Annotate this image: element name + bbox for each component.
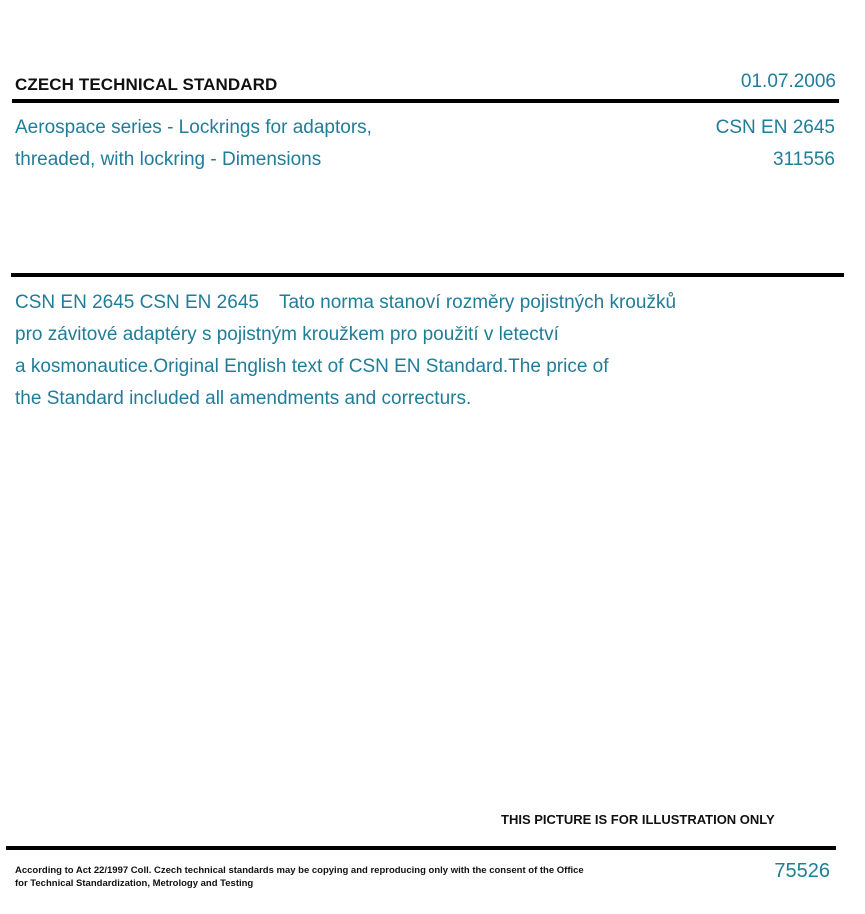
standard-description	[15, 287, 815, 415]
classification-number: 311556	[773, 149, 835, 170]
catalog-number: 75526	[774, 860, 830, 882]
section-divider	[11, 273, 844, 277]
document-type-heading: CZECH TECHNICAL STANDARD	[15, 75, 278, 94]
publication-date: 01.07.2006	[740, 71, 836, 92]
description-line-4: the Standard included all amendments and correcturs.	[15, 388, 472, 409]
footer-divider	[6, 846, 836, 850]
standard-title-line-2: threaded, with lockring - Dimensions	[15, 149, 322, 170]
illustration-disclaimer: THIS PICTURE IS FOR ILLUSTRATION ONLY	[501, 812, 775, 827]
description-line-3: a kosmonautice.Original English text of CSN EN Standard.The price of	[15, 356, 609, 377]
legal-notice-line-2: for Technical Standardization, Metrology and Testing	[15, 878, 254, 889]
legal-notice-line-1: According to Act 22/1997 Coll. Czech technical standards may be copying and reproducing only with the consent of the Office	[15, 865, 584, 876]
description-reference: CSN EN 2645 CSN EN 2645	[15, 292, 259, 313]
description-line-1	[15, 287, 815, 319]
header-divider	[12, 99, 839, 103]
description-line-2: pro závitové adaptéry s pojistným kroužkem pro použití v letectví	[15, 324, 559, 345]
legal-notice	[15, 864, 595, 890]
standard-number: CSN EN 2645	[715, 117, 835, 138]
standard-title-line-1: Aerospace series - Lockrings for adaptors,	[15, 117, 372, 138]
description-line-1-text: Tato norma stanoví rozměry pojistných kroužků	[278, 292, 677, 313]
